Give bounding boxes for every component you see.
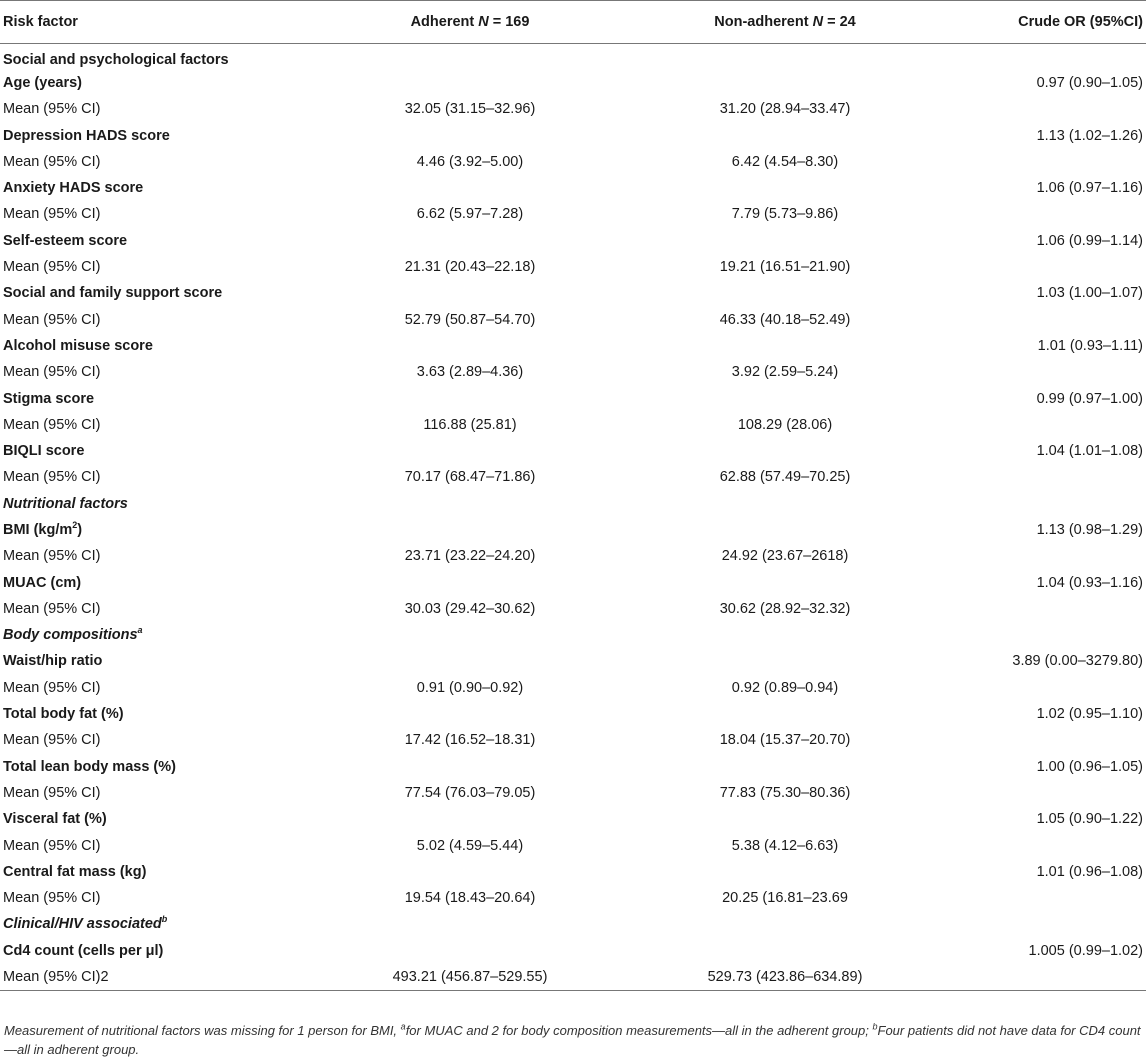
crude-or-cell bbox=[930, 228, 1146, 254]
risk-factor-cell-text: Mean (95% CI) bbox=[3, 732, 101, 749]
variable-row bbox=[0, 648, 1146, 674]
risk-factor-cell-text: Mean (95% CI) bbox=[3, 600, 101, 617]
adherent-cell bbox=[300, 412, 640, 438]
table-row bbox=[0, 780, 1146, 806]
risk-factor-cell-text: Central fat mass (kg) bbox=[3, 863, 147, 880]
adherent-cell bbox=[300, 885, 640, 911]
table-row bbox=[0, 964, 1146, 990]
header-crude-or: Crude OR (95%CI) bbox=[930, 1, 1146, 44]
variable-row bbox=[0, 122, 1146, 148]
nonadherent-cell-text: 108.29 (28.06) bbox=[737, 416, 833, 433]
adherent-cell bbox=[300, 648, 640, 674]
table-row bbox=[0, 543, 1146, 569]
risk-factor-cell bbox=[0, 596, 300, 622]
nonadherent-cell bbox=[640, 70, 930, 96]
risk-factor-cell-text: Mean (95% CI)2 bbox=[3, 968, 109, 985]
risk-factor-cell-text: Mean (95% CI) bbox=[3, 311, 101, 328]
risk-factor-cell bbox=[0, 201, 300, 227]
header-adherent-label: Adherent bbox=[410, 14, 479, 30]
adherent-cell-text: 116.88 (25.81) bbox=[423, 416, 517, 433]
adherent-cell bbox=[300, 359, 640, 385]
adherent-cell bbox=[300, 859, 640, 885]
superscript: a bbox=[137, 625, 143, 636]
adherent-cell-text: 77.54 (76.03–79.05) bbox=[404, 784, 536, 801]
adherent-cell-text: 0.91 (0.90–0.92) bbox=[416, 679, 524, 696]
header-adherent bbox=[300, 1, 640, 44]
nonadherent-cell bbox=[640, 964, 930, 990]
risk-factor-cell bbox=[0, 675, 300, 701]
adherent-cell bbox=[300, 464, 640, 490]
table-row bbox=[0, 201, 1146, 227]
adherent-cell bbox=[300, 44, 640, 70]
adherent-cell bbox=[300, 228, 640, 254]
header-risk-factor: Risk factor bbox=[0, 1, 300, 44]
footnote-sup-a: a bbox=[400, 1021, 406, 1032]
risk-factor-cell-text: Mean (95% CI) bbox=[3, 101, 101, 118]
risk-factor-cell bbox=[0, 622, 300, 648]
crude-or-cell bbox=[930, 491, 1146, 517]
nonadherent-cell bbox=[640, 359, 930, 385]
crude-or-cell-text: 1.04 (1.01–1.08) bbox=[1036, 443, 1143, 460]
crude-or-cell-text: 1.005 (0.99–1.02) bbox=[1028, 942, 1143, 959]
crude-or-cell-text: 1.00 (0.96–1.05) bbox=[1036, 758, 1143, 775]
variable-row bbox=[0, 701, 1146, 727]
footnote-text-1: Measurement of nutritional factors was missing for 1 person for BMI, bbox=[4, 1023, 401, 1038]
header-row bbox=[0, 1, 1146, 44]
nonadherent-cell bbox=[640, 254, 930, 280]
adherent-cell bbox=[300, 543, 640, 569]
adherent-cell-text: 70.17 (68.47–71.86) bbox=[404, 469, 536, 486]
adherent-cell-text: 19.54 (18.43–20.64) bbox=[404, 890, 536, 907]
risk-factor-cell bbox=[0, 754, 300, 780]
adherent-cell-text: 21.31 (20.43–22.18) bbox=[404, 259, 536, 276]
risk-factor-cell bbox=[0, 517, 300, 543]
risk-factor-cell-text: Age (years) bbox=[3, 74, 82, 91]
nonadherent-cell bbox=[640, 675, 930, 701]
risk-factor-cell-text: Waist/hip ratio bbox=[3, 653, 103, 670]
nonadherent-cell-text: 18.04 (15.37–20.70) bbox=[719, 732, 851, 749]
nonadherent-cell bbox=[640, 701, 930, 727]
crude-or-cell bbox=[930, 385, 1146, 411]
header-adherent-n: N bbox=[478, 14, 489, 30]
nonadherent-cell bbox=[640, 938, 930, 964]
header-nonadherent bbox=[640, 1, 930, 44]
risk-factor-cell-text: Mean (95% CI) bbox=[3, 679, 101, 696]
risk-factor-cell-text: Anxiety HADS score bbox=[3, 180, 144, 197]
risk-factor-cell bbox=[0, 306, 300, 332]
table-row bbox=[0, 727, 1146, 753]
table-row bbox=[0, 254, 1146, 280]
risk-factor-cell-text: Social and family support score bbox=[3, 285, 223, 302]
crude-or-cell-text: 1.04 (0.93–1.16) bbox=[1036, 574, 1143, 591]
risk-factor-cell bbox=[0, 569, 300, 595]
risk-factor-cell bbox=[0, 96, 300, 122]
nonadherent-cell-text: 19.21 (16.51–21.90) bbox=[719, 259, 851, 276]
crude-or-cell bbox=[930, 754, 1146, 780]
adherent-cell bbox=[300, 175, 640, 201]
risk-factor-cell bbox=[0, 911, 300, 937]
adherent-cell bbox=[300, 675, 640, 701]
adherent-cell bbox=[300, 333, 640, 359]
crude-or-cell bbox=[930, 780, 1146, 806]
risk-factor-cell bbox=[0, 780, 300, 806]
risk-factor-cell bbox=[0, 964, 300, 990]
nonadherent-cell-text: 6.42 (4.54–8.30) bbox=[731, 153, 839, 170]
nonadherent-cell bbox=[640, 543, 930, 569]
crude-or-cell-text: 1.01 (0.96–1.08) bbox=[1036, 863, 1143, 880]
crude-or-cell bbox=[930, 569, 1146, 595]
risk-factor-cell bbox=[0, 333, 300, 359]
crude-or-cell bbox=[930, 201, 1146, 227]
nonadherent-cell-text: 77.83 (75.30–80.36) bbox=[719, 784, 851, 801]
risk-factor-cell-text: Total body fat (%) bbox=[3, 706, 124, 723]
variable-row bbox=[0, 569, 1146, 595]
crude-or-cell-text: 1.02 (0.95–1.10) bbox=[1036, 706, 1143, 723]
crude-or-cell bbox=[930, 806, 1146, 832]
footnote-text-2: for MUAC and 2 for body composition measurements—all in the adherent group; bbox=[405, 1023, 873, 1038]
group-heading-row bbox=[0, 44, 1146, 70]
risk-factor-cell-text: Mean (95% CI) bbox=[3, 784, 101, 801]
crude-or-cell bbox=[930, 359, 1146, 385]
crude-or-cell bbox=[930, 44, 1146, 70]
adherent-cell-text: 32.05 (31.15–32.96) bbox=[404, 101, 536, 118]
crude-or-cell bbox=[930, 122, 1146, 148]
risk-factor-cell-text: Body compositions bbox=[3, 627, 138, 644]
risk-factor-cell bbox=[0, 648, 300, 674]
nonadherent-cell-text: 0.92 (0.89–0.94) bbox=[731, 679, 839, 696]
risk-factor-cell-text: Mean (95% CI) bbox=[3, 548, 101, 565]
crude-or-cell bbox=[930, 727, 1146, 753]
table-row bbox=[0, 412, 1146, 438]
risk-factor-cell bbox=[0, 149, 300, 175]
risk-factor-cell bbox=[0, 464, 300, 490]
nonadherent-cell bbox=[640, 201, 930, 227]
risk-factor-cell bbox=[0, 859, 300, 885]
nonadherent-cell bbox=[640, 911, 930, 937]
group-heading-row bbox=[0, 911, 1146, 937]
variable-row bbox=[0, 175, 1146, 201]
nonadherent-cell bbox=[640, 228, 930, 254]
crude-or-cell bbox=[930, 412, 1146, 438]
crude-or-cell bbox=[930, 911, 1146, 937]
nonadherent-cell bbox=[640, 622, 930, 648]
variable-row bbox=[0, 280, 1146, 306]
footnote-text-3: Four patients did not have data for CD4 count—all in adherent group. bbox=[4, 1023, 1141, 1057]
risk-factor-cell-text: BIQLI score bbox=[3, 443, 85, 460]
table-row bbox=[0, 306, 1146, 332]
risk-factor-cell-text: Stigma score bbox=[3, 390, 95, 407]
adherent-cell-text: 493.21 (456.87–529.55) bbox=[392, 968, 548, 985]
adherent-cell bbox=[300, 70, 640, 96]
adherent-cell bbox=[300, 306, 640, 332]
adherent-cell bbox=[300, 832, 640, 858]
risk-factor-cell-text: Mean (95% CI) bbox=[3, 416, 101, 433]
adherent-cell bbox=[300, 385, 640, 411]
nonadherent-cell-text: 46.33 (40.18–52.49) bbox=[719, 311, 851, 328]
table-footnote bbox=[4, 1021, 1142, 1059]
nonadherent-cell bbox=[640, 44, 930, 70]
header-nonadherent-n: N bbox=[812, 14, 824, 30]
risk-factor-cell bbox=[0, 543, 300, 569]
risk-factor-cell bbox=[0, 938, 300, 964]
header-nonadherent-label: Non-adherent bbox=[714, 14, 813, 30]
adherent-cell bbox=[300, 491, 640, 517]
adherent-cell bbox=[300, 149, 640, 175]
nonadherent-cell-text: 62.88 (57.49–70.25) bbox=[719, 469, 851, 486]
nonadherent-cell-text: 7.79 (5.73–9.86) bbox=[731, 206, 839, 223]
risk-factor-cell bbox=[0, 885, 300, 911]
risk-factor-cell bbox=[0, 385, 300, 411]
table-row bbox=[0, 359, 1146, 385]
table-row bbox=[0, 464, 1146, 490]
crude-or-cell bbox=[930, 622, 1146, 648]
variable-row bbox=[0, 517, 1146, 543]
crude-or-cell bbox=[930, 464, 1146, 490]
crude-or-cell-text: 1.03 (1.00–1.07) bbox=[1036, 285, 1143, 302]
nonadherent-cell bbox=[640, 517, 930, 543]
nonadherent-cell bbox=[640, 806, 930, 832]
superscript: b bbox=[161, 914, 168, 925]
crude-or-cell-text: 1.13 (1.02–1.26) bbox=[1036, 127, 1143, 144]
risk-factor-cell bbox=[0, 806, 300, 832]
risk-factor-cell-text: Total lean body mass (%) bbox=[3, 758, 176, 775]
table-row bbox=[0, 96, 1146, 122]
risk-factor-cell-text: BMI (kg/m bbox=[3, 521, 73, 538]
crude-or-cell bbox=[930, 543, 1146, 569]
adherent-cell-text: 30.03 (29.42–30.62) bbox=[404, 600, 536, 617]
crude-or-cell bbox=[930, 175, 1146, 201]
adherent-cell bbox=[300, 569, 640, 595]
crude-or-cell bbox=[930, 675, 1146, 701]
crude-or-cell bbox=[930, 648, 1146, 674]
nonadherent-cell bbox=[640, 333, 930, 359]
adherent-cell bbox=[300, 964, 640, 990]
adherent-cell-text: 17.42 (16.52–18.31) bbox=[404, 732, 536, 749]
table-row bbox=[0, 832, 1146, 858]
adherent-cell bbox=[300, 938, 640, 964]
crude-or-cell-text: 0.97 (0.90–1.05) bbox=[1036, 74, 1143, 91]
table-row bbox=[0, 885, 1146, 911]
risk-factor-cell-text: Mean (95% CI) bbox=[3, 259, 101, 276]
nonadherent-cell bbox=[640, 491, 930, 517]
nonadherent-cell-text: 31.20 (28.94–33.47) bbox=[719, 101, 851, 118]
adherent-cell bbox=[300, 596, 640, 622]
risk-factor-cell-text: Social and psychological factors bbox=[3, 51, 229, 68]
risk-factor-cell bbox=[0, 438, 300, 464]
footnote-sup-b: b bbox=[872, 1021, 878, 1032]
risk-factor-cell-text-after: ) bbox=[77, 521, 83, 538]
superscript: 2 bbox=[72, 520, 78, 531]
variable-row bbox=[0, 938, 1146, 964]
risk-factor-cell bbox=[0, 491, 300, 517]
adherent-cell-text: 4.46 (3.92–5.00) bbox=[416, 153, 524, 170]
adherent-cell bbox=[300, 754, 640, 780]
variable-row bbox=[0, 70, 1146, 96]
nonadherent-cell bbox=[640, 412, 930, 438]
crude-or-cell-text: 1.06 (0.99–1.14) bbox=[1036, 232, 1143, 249]
adherent-cell bbox=[300, 622, 640, 648]
adherent-cell bbox=[300, 780, 640, 806]
risk-factor-cell bbox=[0, 122, 300, 148]
risk-factor-cell bbox=[0, 832, 300, 858]
adherent-cell bbox=[300, 911, 640, 937]
risk-factor-cell-text: Mean (95% CI) bbox=[3, 364, 101, 381]
risk-factor-cell-text: Depression HADS score bbox=[3, 127, 170, 144]
crude-or-cell-text: 1.05 (0.90–1.22) bbox=[1036, 811, 1143, 828]
risk-factor-cell-text: Nutritional factors bbox=[3, 495, 128, 512]
risk-factor-cell-text: Cd4 count (cells per μl) bbox=[3, 942, 164, 959]
risk-factor-cell bbox=[0, 70, 300, 96]
adherent-cell bbox=[300, 806, 640, 832]
variable-row bbox=[0, 806, 1146, 832]
nonadherent-cell bbox=[640, 569, 930, 595]
nonadherent-cell bbox=[640, 727, 930, 753]
crude-or-cell bbox=[930, 701, 1146, 727]
crude-or-cell bbox=[930, 859, 1146, 885]
adherent-cell bbox=[300, 727, 640, 753]
crude-or-cell bbox=[930, 333, 1146, 359]
adherent-cell bbox=[300, 438, 640, 464]
header-nonadherent-count: = 24 bbox=[823, 14, 856, 30]
table-row bbox=[0, 675, 1146, 701]
nonadherent-cell bbox=[640, 96, 930, 122]
nonadherent-cell bbox=[640, 464, 930, 490]
nonadherent-cell bbox=[640, 648, 930, 674]
crude-or-cell bbox=[930, 254, 1146, 280]
nonadherent-cell-text: 30.62 (28.92–32.32) bbox=[719, 600, 851, 617]
risk-factor-cell-text: Clinical/HIV associated bbox=[3, 916, 162, 933]
risk-factor-cell bbox=[0, 359, 300, 385]
crude-or-cell bbox=[930, 885, 1146, 911]
risk-factor-cell bbox=[0, 280, 300, 306]
crude-or-cell bbox=[930, 280, 1146, 306]
crude-or-cell-text: 1.13 (0.98–1.29) bbox=[1036, 521, 1143, 538]
nonadherent-cell bbox=[640, 385, 930, 411]
risk-factor-cell bbox=[0, 701, 300, 727]
risk-factor-cell bbox=[0, 254, 300, 280]
crude-or-cell bbox=[930, 438, 1146, 464]
adherent-cell-text: 23.71 (23.22–24.20) bbox=[404, 548, 536, 565]
nonadherent-cell bbox=[640, 832, 930, 858]
crude-or-cell-text: 3.89 (0.00–3279.80) bbox=[1012, 653, 1143, 670]
adherent-cell bbox=[300, 201, 640, 227]
crude-or-cell bbox=[930, 149, 1146, 175]
adherent-cell-text: 52.79 (50.87–54.70) bbox=[404, 311, 536, 328]
variable-row bbox=[0, 438, 1146, 464]
nonadherent-cell-text: 3.92 (2.59–5.24) bbox=[731, 364, 839, 381]
nonadherent-cell bbox=[640, 280, 930, 306]
table-row bbox=[0, 596, 1146, 622]
risk-factor-cell-text: Mean (95% CI) bbox=[3, 153, 101, 170]
crude-or-cell bbox=[930, 964, 1146, 990]
risk-factor-cell bbox=[0, 412, 300, 438]
adherent-cell-text: 6.62 (5.97–7.28) bbox=[416, 206, 524, 223]
nonadherent-cell bbox=[640, 885, 930, 911]
risk-factor-cell-text: Mean (95% CI) bbox=[3, 837, 101, 854]
variable-row bbox=[0, 228, 1146, 254]
crude-or-cell bbox=[930, 96, 1146, 122]
risk-factor-cell-text: Alcohol misuse score bbox=[3, 337, 153, 354]
table-header bbox=[0, 1, 1146, 44]
nonadherent-cell bbox=[640, 596, 930, 622]
risk-factor-cell bbox=[0, 228, 300, 254]
adherent-cell bbox=[300, 96, 640, 122]
group-heading-row bbox=[0, 622, 1146, 648]
nonadherent-cell bbox=[640, 780, 930, 806]
nonadherent-cell bbox=[640, 859, 930, 885]
variable-row bbox=[0, 385, 1146, 411]
group-heading-row bbox=[0, 491, 1146, 517]
crude-or-cell-text: 1.06 (0.97–1.16) bbox=[1036, 180, 1143, 197]
crude-or-cell bbox=[930, 306, 1146, 332]
risk-factor-cell-text: Self-esteem score bbox=[3, 232, 128, 249]
adherent-cell-text: 3.63 (2.89–4.36) bbox=[416, 364, 524, 381]
adherent-cell bbox=[300, 122, 640, 148]
nonadherent-cell bbox=[640, 754, 930, 780]
risk-factor-cell-text: Mean (95% CI) bbox=[3, 206, 101, 223]
risk-factor-cell bbox=[0, 727, 300, 753]
nonadherent-cell bbox=[640, 149, 930, 175]
nonadherent-cell bbox=[640, 175, 930, 201]
table-body bbox=[0, 44, 1146, 991]
risk-factor-cell bbox=[0, 175, 300, 201]
crude-or-cell bbox=[930, 596, 1146, 622]
nonadherent-cell bbox=[640, 122, 930, 148]
crude-or-cell-text: 1.01 (0.93–1.11) bbox=[1037, 337, 1143, 354]
crude-or-cell bbox=[930, 832, 1146, 858]
crude-or-cell bbox=[930, 517, 1146, 543]
header-adherent-count: = 169 bbox=[488, 14, 530, 30]
adherent-cell bbox=[300, 254, 640, 280]
risk-factor-cell bbox=[0, 44, 300, 70]
nonadherent-cell-text: 5.38 (4.12–6.63) bbox=[731, 837, 839, 854]
crude-or-cell-text: 0.99 (0.97–1.00) bbox=[1036, 390, 1143, 407]
nonadherent-cell-text: 529.73 (423.86–634.89) bbox=[707, 968, 863, 985]
risk-factor-cell-text: Visceral fat (%) bbox=[3, 811, 107, 828]
adherent-cell bbox=[300, 701, 640, 727]
nonadherent-cell bbox=[640, 306, 930, 332]
nonadherent-cell-text: 20.25 (16.81–23.69 bbox=[722, 890, 848, 907]
adherent-cell bbox=[300, 517, 640, 543]
table-row bbox=[0, 149, 1146, 175]
variable-row bbox=[0, 754, 1146, 780]
adherent-cell-text: 5.02 (4.59–5.44) bbox=[416, 837, 524, 854]
adherent-cell bbox=[300, 280, 640, 306]
variable-row bbox=[0, 333, 1146, 359]
nonadherent-cell-text: 24.92 (23.67–2618) bbox=[721, 548, 849, 565]
risk-factor-cell-text: MUAC (cm) bbox=[3, 574, 82, 591]
crude-or-cell bbox=[930, 70, 1146, 96]
risk-factor-cell-text: Mean (95% CI) bbox=[3, 469, 101, 486]
variable-row bbox=[0, 859, 1146, 885]
risk-factor-cell-text: Mean (95% CI) bbox=[3, 890, 101, 907]
crude-or-cell bbox=[930, 938, 1146, 964]
nonadherent-cell bbox=[640, 438, 930, 464]
